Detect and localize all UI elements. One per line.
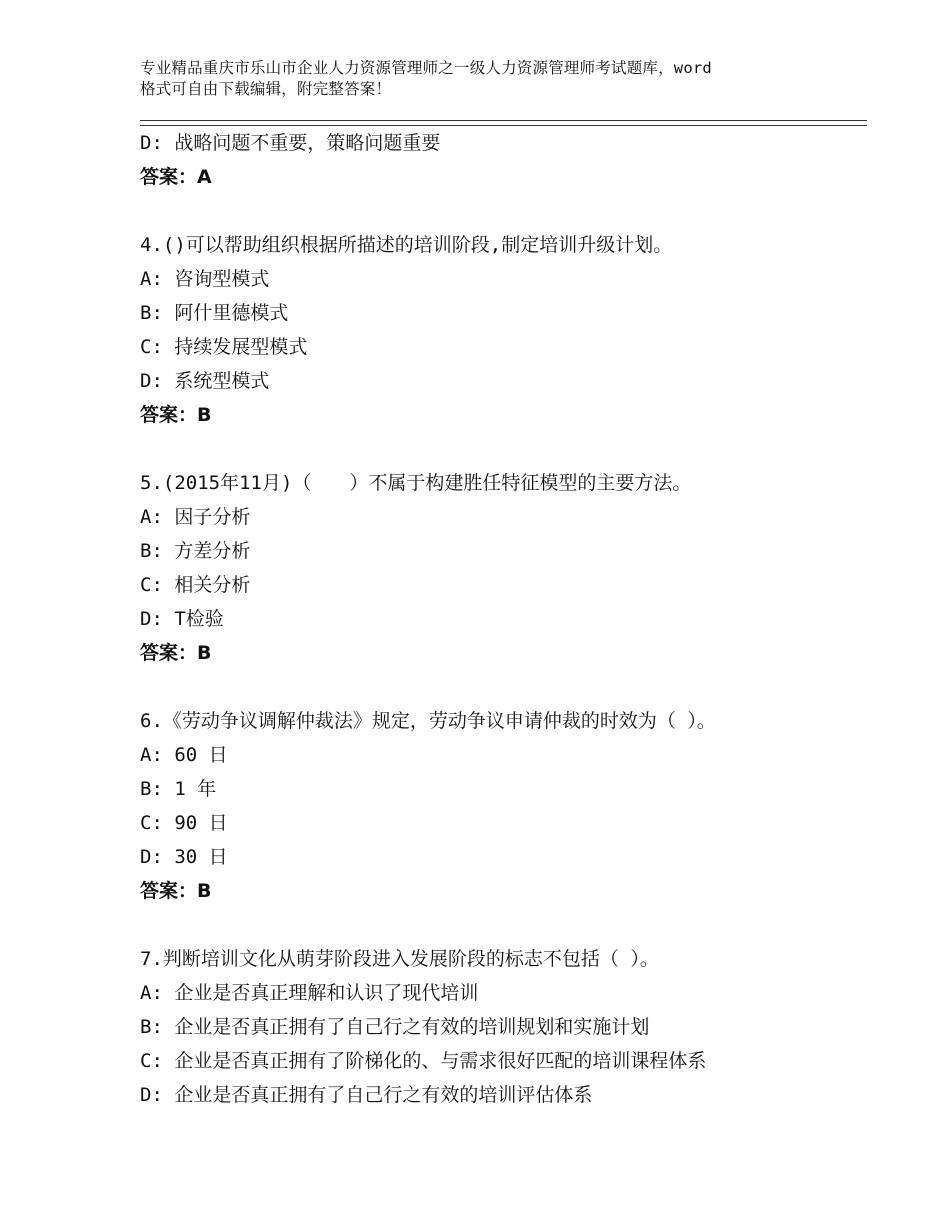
option-c: C: 持续发展型模式 [140, 336, 308, 358]
spacer [140, 432, 867, 466]
option-b: B: 方差分析 [140, 540, 251, 562]
question-6 [140, 704, 867, 908]
answer-label: 答案：B [140, 404, 212, 426]
answer-label: 答案：B [140, 642, 212, 664]
spacer [140, 670, 867, 704]
option-d: D: 系统型模式 [140, 370, 270, 392]
option-a: A: 因子分析 [140, 506, 251, 528]
option-c: C: 企业是否真正拥有了阶梯化的、与需求很好匹配的培训课程体系 [140, 1050, 707, 1072]
option-b: B: 阿什里德模式 [140, 302, 289, 324]
option-a: A: 60 日 [140, 744, 228, 766]
question-4 [140, 228, 867, 432]
question-stem: 4.()可以帮助组织根据所描述的培训阶段,制定培训升级计划。 [140, 234, 673, 256]
question-stem: 6.《劳动争议调解仲裁法》规定，劳动争议申请仲裁的时效为（ ）。 [140, 710, 716, 732]
header-line-2: 格式可自由下载编辑，附完整答案！ [140, 80, 392, 98]
answer-label: 答案：B [140, 880, 212, 902]
option-b: B: 企业是否真正拥有了自己行之有效的培训规划和实施计划 [140, 1016, 650, 1038]
spacer [140, 194, 867, 228]
option-d: D: 企业是否真正拥有了自己行之有效的培训评估体系 [140, 1084, 593, 1106]
option-c: C: 90 日 [140, 812, 228, 834]
document-header [140, 58, 830, 100]
option-a: A: 企业是否真正理解和认识了现代培训 [140, 982, 479, 1004]
question-stem: 7.判断培训文化从萌芽阶段进入发展阶段的标志不包括（ ）。 [140, 948, 659, 970]
option-c: C: 相关分析 [140, 574, 251, 596]
previous-question-tail [140, 126, 867, 194]
header-line-1: 专业精品重庆市乐山市企业人力资源管理师之一级人力资源管理师考试题库，word [140, 59, 712, 77]
question-5 [140, 466, 867, 670]
question-7 [140, 942, 867, 1112]
answer-label: 答案：A [140, 166, 212, 188]
option-d: D: T检验 [140, 608, 224, 630]
option-d: D: 战略问题不重要，策略问题重要 [140, 132, 441, 154]
option-b: B: 1 年 [140, 778, 217, 800]
question-list [140, 126, 867, 1112]
option-a: A: 咨询型模式 [140, 268, 270, 290]
question-stem: 5.(2015年11月)（ ）不属于构建胜任特征模型的主要方法。 [140, 472, 692, 494]
header-divider-top [140, 120, 867, 121]
spacer [140, 908, 867, 942]
option-d: D: 30 日 [140, 846, 228, 868]
